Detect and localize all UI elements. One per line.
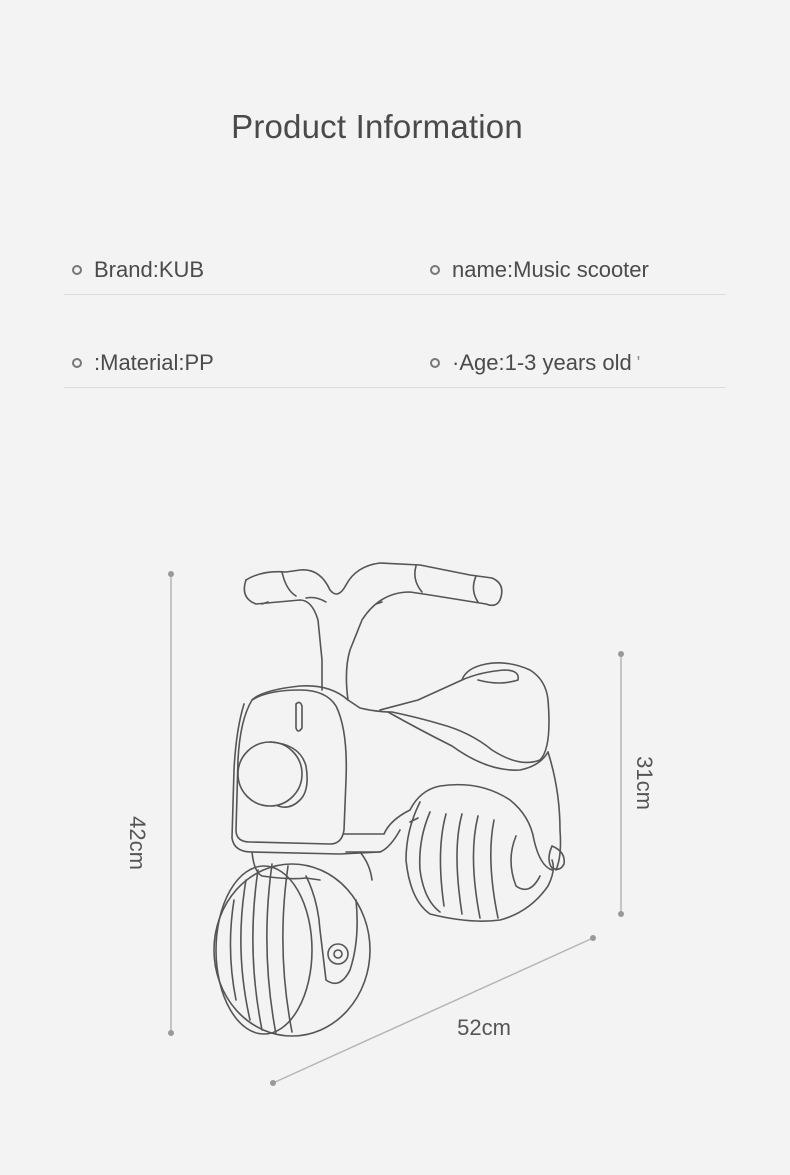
- stray-mark: ': [631, 352, 641, 373]
- spec-material-text: :Material:PP: [94, 350, 214, 375]
- spec-age-text: ·Age:1-3 years old: [452, 350, 632, 375]
- height-total-label: 42cm: [125, 816, 150, 870]
- scooter-icon: [214, 563, 564, 1036]
- length-label: 52cm: [457, 1015, 511, 1040]
- spec-name-text: name:Music scooter: [452, 257, 649, 282]
- length-dimension-line: [273, 938, 593, 1083]
- spec-brand-text: Brand:KUB: [94, 257, 205, 282]
- height-seat-label: 31cm: [632, 756, 657, 810]
- page-title: Product Information: [231, 108, 523, 145]
